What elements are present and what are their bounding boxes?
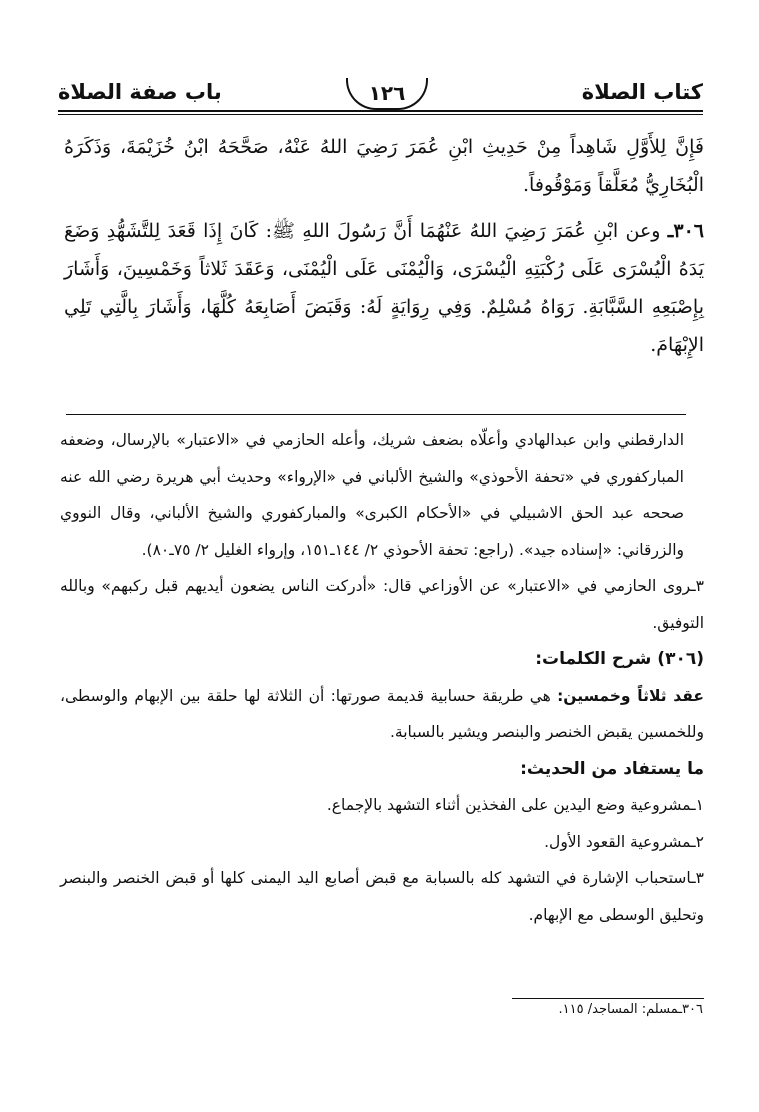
hadith-number: ٣٠٦ـ	[667, 220, 704, 242]
lesson-item-2: ٢ـمشروعية القعود الأول.	[544, 832, 704, 851]
hadith-text: وعن ابْنِ عُمَرَ رَضِيَ اللهُ عَنْهُمَا أَنَّ رَسُولَ اللهِ ﷺ: كَانَ إِذَا قَعَدَ لِلتَّشَهُّدِ وَضَعَ يَدَهُ الْيُسْرَى عَلَى رُكْبَتِهِ الْيُسْرَى، وَالْيُمْنَى عَلَى الْيُمْنَى، وَعَقَدَ ثَلاثاً وَخَمْسِينَ، وَأَشَارَ بِإِصْبَعِهِ السَّبَّابَةِ. رَوَاهُ مُسْلِمٌ. وَفِي رِوَايَةٍ لَهُ: وَقَبَضَ أَصَابِعَهُ كُلَّهَا، وَأَشَارَ بِالَّتِي تَلِي الإِبْهَامَ.	[64, 220, 704, 356]
page-header	[58, 76, 703, 120]
explanation-heading: (٣٠٦) شرح الكلمات:	[535, 649, 704, 669]
paragraph-continuation: فَإِنَّ لِلأَوَّلِ شَاهِداً مِنْ حَدِيثِ ابْنِ عُمَرَ رَضِيَ اللهُ عَنْهُ، صَحَّحَهُ ابْنُ خُزَيْمَةَ، وَذَكَرَهُ الْبُخَارِيُّ مُعَلَّقاً وَمَوْقُوفاً.	[64, 136, 704, 196]
source-note: ٣٠٦ـمسلم: المساجد/ ١١٥.	[558, 1002, 703, 1017]
footnote-divider	[66, 414, 686, 415]
footnotes	[60, 422, 704, 933]
chapter-title: باب صفة الصلاة	[58, 80, 222, 104]
lesson-item-1: ١ـمشروعية وضع اليدين على الفخذين أثناء التشهد بالإجماع.	[326, 796, 704, 814]
main-text	[64, 128, 704, 372]
explanation-term: عقد ثلاثاً وخمسين:	[557, 686, 704, 705]
book-title: كتاب الصلاة	[581, 80, 703, 104]
hadith-306	[64, 212, 704, 364]
page-number: ١٢٦	[346, 78, 428, 110]
header-rule-thin	[58, 114, 703, 115]
footnote-continuation: الدارقطني وابن عبدالهادي وأعلّاه بضعف شريك، وأعله الحازمي في «الاعتبار» بالإرسال، وضعفه المباركفوري في «تحفة الأحوذي» والشيخ الألباني في «الإرواء» وحديث أبي هريرة رضي الله عنه صححه عبد الحق الاشبيلي في «الأحكام الكبرى» والمباركفوري والشيخ الألباني، وقال النووي والزرقاني: «إسناده جيد». (راجع: تحفة الأحوذي ٢/ ١٤٤ـ١٥١، وإرواء الغليل ٢/ ٧٥ـ٨٠).	[60, 431, 684, 559]
lessons-heading: ما يستفاد من الحديث:	[520, 758, 704, 779]
header-rule	[58, 110, 703, 112]
explanation-definition: هي طريقة حسابية قديمة صورتها: أن الثلاثة لها حلقة بين الإبهام والوسطى، وللخمسين يقبض الخنصر والبنصر ويشير بالسبابة.	[60, 686, 704, 741]
lesson-item-3: ٣ـاستحباب الإشارة في التشهد كله بالسبابة مع قبض أصابع اليد اليمنى كلها أو قبض الخنصر والبنصر وتحليق الوسطى مع الإبهام.	[60, 869, 704, 924]
explanation-entry	[60, 678, 704, 751]
footnote-3: ٣ـروى الحازمي في «الاعتبار» عن الأوزاعي قال: «أدركت الناس يضعون أيديهم قبل ركبهم» وبالله التوفيق.	[60, 577, 704, 632]
source-rule	[512, 998, 704, 999]
